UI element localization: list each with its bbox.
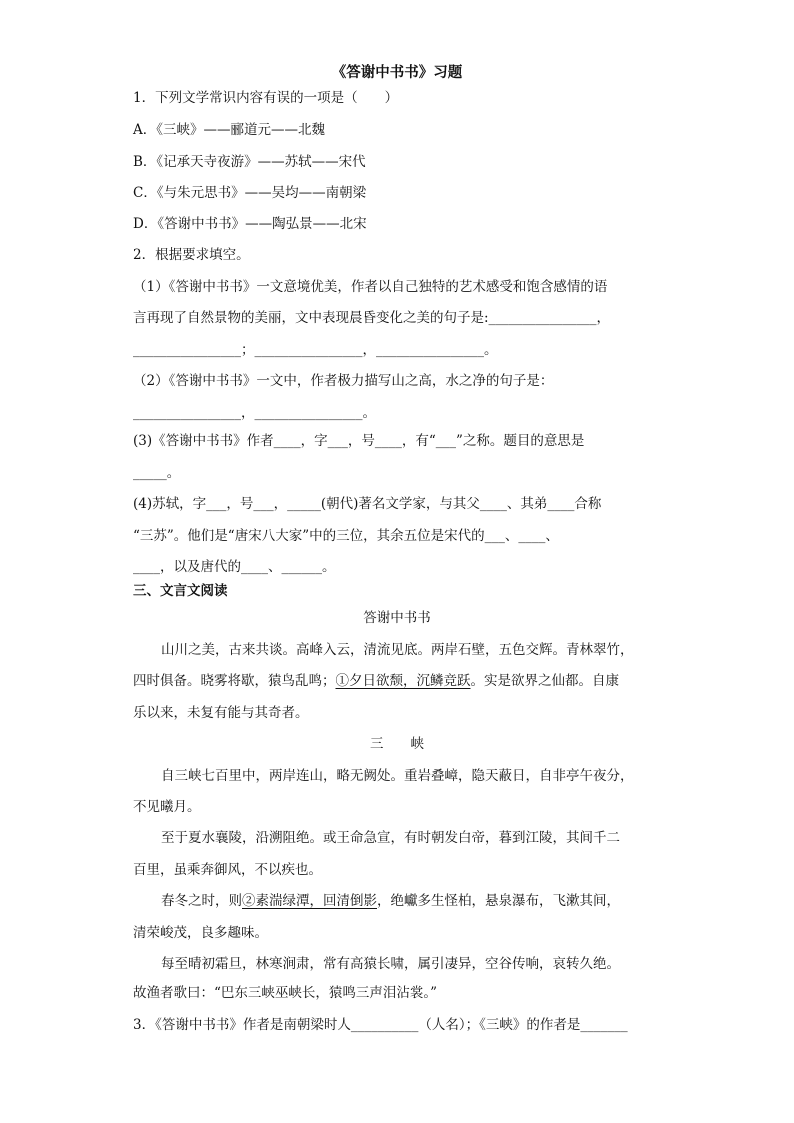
passage2-p3-rest: ，绝巘多生怪柏，悬泉瀑布，飞漱其间， bbox=[377, 893, 620, 909]
passage2-p3-line2: 清荣峻茂，良多趣味。 bbox=[133, 925, 268, 941]
q3-line: 3．《答谢中书书》作者是南朝梁时人__________（人名）；《三峡》的作者是_______ bbox=[133, 1017, 628, 1033]
passage1-title: 答谢中书书 bbox=[363, 610, 431, 626]
passage1-line1: 山川之美，古来共谈。高峰入云，清流见底。两岸石壁，五色交辉。青林翠竹， bbox=[161, 642, 634, 658]
q2-part1-line2: 言再现了自然景物的美丽，文中表现晨昏变化之美的句子是:________________， bbox=[133, 310, 611, 326]
passage1-line2-rest: 。实是欲界之仙都。自康 bbox=[470, 673, 619, 689]
passage2-p2-line2: 百里，虽乘奔御风，不以疾也。 bbox=[133, 862, 322, 878]
q2-part4-line3: ____，以及唐代的____、______。 bbox=[133, 559, 336, 575]
passage1-line3: 乐以来，未复有能与其奇者。 bbox=[133, 705, 309, 721]
q1-option-b: B．《记承天寺夜游》——苏轼——宋代 bbox=[133, 154, 366, 170]
q2-part3-line1: (3)《答谢中书书》作者____，字___，号____，有“___”之称。题目的意思是 bbox=[133, 433, 585, 449]
passage2-p2-line1: 至于夏水襄陵，沿溯阻绝。或王命急宣，有时朝发白帝，暮到江陵，其间千二 bbox=[161, 830, 620, 846]
passage2-p4-line1: 每至晴初霜旦，林寒涧肃，常有高猿长啸，属引凄异，空谷传响，哀转久绝。 bbox=[161, 956, 620, 972]
passage1-line2 bbox=[133, 672, 619, 690]
passage2-p4-line2: 故渔者歌曰：“巴东三峡巫峡长，猿鸣三声泪沾裳。” bbox=[133, 985, 438, 1001]
q1-option-d: D．《答谢中书书》——陶弘景——北宋 bbox=[133, 216, 367, 232]
q1-stem: 1．下列文学常识内容有误的一项是（ ） bbox=[133, 90, 399, 106]
q1-option-c: C．《与朱元思书》——吴均——南朝梁 bbox=[133, 185, 367, 201]
q2-part2-line2: ________________，________________。 bbox=[133, 405, 376, 421]
passage1-line2-text: 四时俱备。晓雾将歇，猿鸟乱鸣； bbox=[133, 673, 336, 689]
passage2-p1-line2: 不见曦月。 bbox=[133, 799, 201, 815]
q2-part1-line3: ________________；________________，________________。 bbox=[133, 342, 498, 358]
q2-part4-line2: “三苏”。他们是“唐宋八大家”中的三位，其余五位是宋代的___、____、 bbox=[133, 528, 559, 544]
passage2-p3-line1 bbox=[161, 892, 620, 910]
underlined-sentence-2: ②素湍绿潭，回清倒影 bbox=[242, 893, 377, 909]
underlined-sentence-1: ①夕日欲颓，沉鳞竞跃 bbox=[335, 673, 471, 689]
q2-part1-line1: （1）《答谢中书书》一文意境优美，作者以自己独特的艺术感受和饱含感情的语 bbox=[133, 279, 608, 295]
page-title: 《答谢中书书》习题 bbox=[331, 64, 463, 81]
passage2-p3-text: 春冬之时，则 bbox=[161, 893, 242, 909]
q2-part3-line2: _____。 bbox=[133, 465, 181, 481]
section-heading: 三、文言文阅读 bbox=[133, 583, 228, 599]
passage2-title: 三 峡 bbox=[370, 736, 424, 752]
q2-part2-line1: （2）《答谢中书书》一文中，作者极力描写山之高，水之净的句子是： bbox=[133, 373, 554, 389]
q2-part4-line1: (4)苏轼，字___，号___，_____(朝代)著名文学家，与其父____、其弟____合称 bbox=[133, 496, 602, 512]
q2-stem: 2．根据要求填空。 bbox=[133, 247, 250, 263]
passage2-p1-line1: 自三峡七百里中，两岸连山，略无阙处。重岩叠嶂，隐天蔽日，自非亭午夜分， bbox=[161, 768, 634, 784]
q1-option-a: A．《三峡》——郦道元——北魏 bbox=[133, 122, 325, 138]
